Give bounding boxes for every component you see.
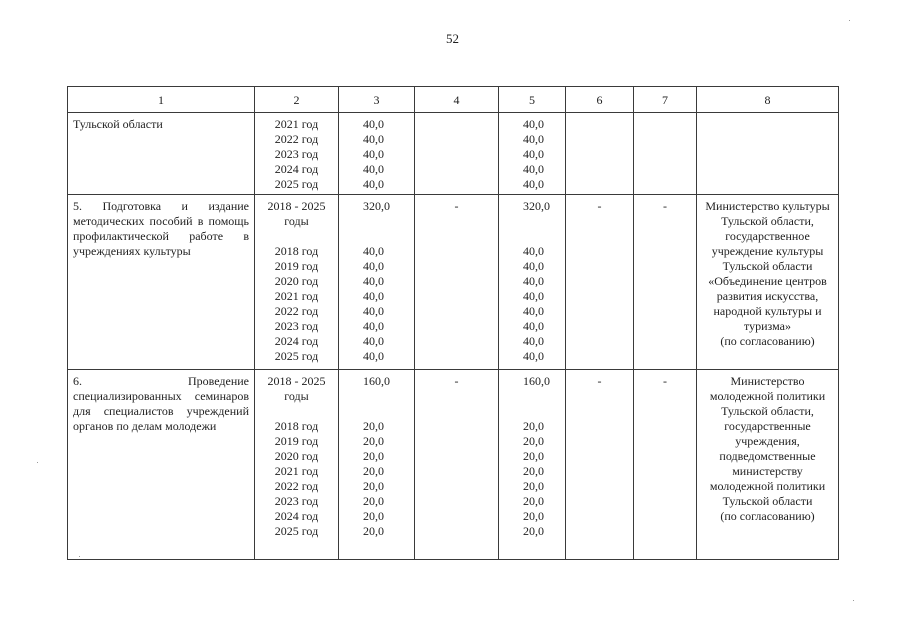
year-label: 2019 год [274, 434, 319, 448]
amount: 20,0 [523, 419, 544, 433]
column-header-5: 5 [499, 87, 566, 113]
column-header-1: 1 [68, 87, 255, 113]
amount: 40,0 [363, 289, 384, 303]
col6-cell [566, 195, 634, 370]
col5-cell [499, 113, 566, 195]
amount: 40,0 [363, 274, 384, 288]
program-table [67, 86, 839, 560]
year-label: 2025 год [274, 349, 319, 363]
amount: 40,0 [363, 319, 384, 333]
executor-line: учреждения, [735, 434, 800, 448]
executor-line: Тульской области, [721, 404, 814, 418]
year-label: 2022 год [274, 479, 319, 493]
amount: 40,0 [363, 304, 384, 318]
executor-cell [697, 195, 839, 370]
amount: 20,0 [363, 494, 384, 508]
amount: 20,0 [523, 449, 544, 463]
amount: 40,0 [363, 349, 384, 363]
amount: 40,0 [363, 177, 384, 191]
year-label: 2025 год [274, 524, 319, 538]
year-label: 2022 год [274, 304, 319, 318]
col4-cell [415, 113, 499, 195]
year-label: 2021 год [274, 289, 319, 303]
period-label: 2018 - 2025 [267, 374, 326, 388]
amount: 40,0 [363, 147, 384, 161]
col4-cell [415, 370, 499, 560]
amount: 40,0 [363, 244, 384, 258]
executor-line: молодежной политики [709, 389, 826, 403]
executor-cell [697, 113, 839, 195]
executor-line: (по согласованию) [720, 509, 815, 523]
executor-line: (по согласованию) [720, 334, 815, 348]
amount: 20,0 [523, 509, 544, 523]
column-header-6: 6 [566, 87, 634, 113]
table-row [68, 195, 839, 370]
executor-line: «Объединение центров [708, 274, 827, 288]
executor-line: Тульской области [722, 494, 813, 508]
amount: 20,0 [363, 434, 384, 448]
amount: 20,0 [363, 509, 384, 523]
amount: 40,0 [523, 289, 544, 303]
executor-line: туризма» [744, 319, 791, 333]
years-cell [255, 370, 339, 560]
amount: 40,0 [523, 349, 544, 363]
executor-line: молодежной политики [709, 479, 826, 493]
executor-line: Тульской области [722, 259, 813, 273]
amount: 20,0 [363, 479, 384, 493]
col6-cell [566, 113, 634, 195]
amount: 40,0 [363, 162, 384, 176]
amount: 20,0 [523, 434, 544, 448]
amount: 20,0 [523, 464, 544, 478]
measure-name: 5. Подготовка и издание методических пособий в помощь профилактической работе в учреждениях культуры [68, 195, 255, 370]
year-label: 2024 год [274, 509, 319, 523]
amount: 20,0 [363, 524, 384, 538]
col6-cell [566, 370, 634, 560]
col7-cell [634, 195, 697, 370]
scan-speck [79, 556, 80, 557]
amount: 40,0 [523, 259, 544, 273]
amount: 40,0 [363, 132, 384, 146]
amount: 40,0 [523, 304, 544, 318]
amount: 40,0 [363, 259, 384, 273]
amount: 40,0 [523, 117, 544, 131]
page-number: 52 [446, 31, 459, 46]
year-label: 2018 год [274, 244, 319, 258]
total-amount: 160,0 [363, 374, 390, 388]
col5-cell [499, 370, 566, 560]
executor-line: Министерство [730, 374, 805, 388]
amount: 20,0 [363, 449, 384, 463]
executor-line: учреждение культуры [711, 244, 824, 258]
table-header-row [68, 87, 839, 113]
year-label: 2020 год [274, 449, 319, 463]
executor-line: министерству [732, 464, 803, 478]
amount: 20,0 [523, 494, 544, 508]
dash: - [663, 374, 667, 388]
dash: - [454, 199, 459, 213]
amount: 40,0 [523, 274, 544, 288]
column-header-8: 8 [697, 87, 839, 113]
year-label: 2024 год [274, 334, 319, 348]
dash: - [663, 199, 667, 213]
year-label: 2025 год [274, 177, 319, 191]
col3-cell [339, 195, 415, 370]
col4-cell [415, 195, 499, 370]
year-label: 2023 год [274, 147, 319, 161]
table-row [68, 113, 839, 195]
amount: 40,0 [363, 117, 384, 131]
col5-cell [499, 195, 566, 370]
col7-cell [634, 370, 697, 560]
total-amount: 320,0 [363, 199, 390, 213]
column-header-4: 4 [415, 87, 499, 113]
year-label: 2023 год [274, 494, 319, 508]
total-amount: 320,0 [523, 199, 550, 213]
scan-speck [849, 20, 850, 21]
period-unit: годы [284, 389, 309, 403]
year-label: 2018 год [274, 419, 319, 433]
col3-cell [339, 113, 415, 195]
executor-line: народной культуры и [713, 304, 822, 318]
years-cell [255, 195, 339, 370]
dash: - [454, 374, 459, 388]
col3-cell [339, 370, 415, 560]
col7-cell [634, 113, 697, 195]
dash: - [597, 374, 602, 388]
executor-cell [697, 370, 839, 560]
year-label: 2024 год [274, 162, 319, 176]
year-label: 2021 год [274, 464, 319, 478]
column-header-7: 7 [634, 87, 697, 113]
total-amount: 160,0 [523, 374, 550, 388]
executor-line: Тульской области, [721, 214, 814, 228]
executor-line: подведомственные [719, 449, 816, 463]
year-label: 2022 год [274, 132, 319, 146]
dash: - [597, 199, 602, 213]
executor-line: Министерство культуры [705, 199, 830, 213]
amount: 40,0 [523, 334, 544, 348]
measure-name: Тульской области [68, 113, 255, 195]
year-label: 2020 год [274, 274, 319, 288]
column-header-2: 2 [255, 87, 339, 113]
scan-speck [853, 600, 854, 601]
year-label: 2019 год [274, 259, 319, 273]
amount: 40,0 [523, 319, 544, 333]
amount: 40,0 [523, 147, 544, 161]
period-unit: годы [284, 214, 309, 228]
amount: 40,0 [523, 132, 544, 146]
year-label: 2021 год [274, 117, 319, 131]
measure-name: 6. Проведение специализированных семинаров для специалистов учреждений органов по делам молодежи [68, 370, 255, 560]
amount: 40,0 [523, 162, 544, 176]
years-cell [255, 113, 339, 195]
period-label: 2018 - 2025 [267, 199, 326, 213]
amount: 20,0 [363, 464, 384, 478]
executor-line: государственные [724, 419, 811, 433]
scan-speck [37, 462, 38, 463]
year-label: 2023 год [274, 319, 319, 333]
column-header-3: 3 [339, 87, 415, 113]
amount: 40,0 [523, 244, 544, 258]
table-row [68, 370, 839, 560]
amount: 20,0 [523, 479, 544, 493]
amount: 40,0 [363, 334, 384, 348]
amount: 20,0 [523, 524, 544, 538]
executor-line: развития искусства, [716, 289, 819, 303]
executor-line: государственное [725, 229, 810, 243]
amount: 40,0 [523, 177, 544, 191]
amount: 20,0 [363, 419, 384, 433]
